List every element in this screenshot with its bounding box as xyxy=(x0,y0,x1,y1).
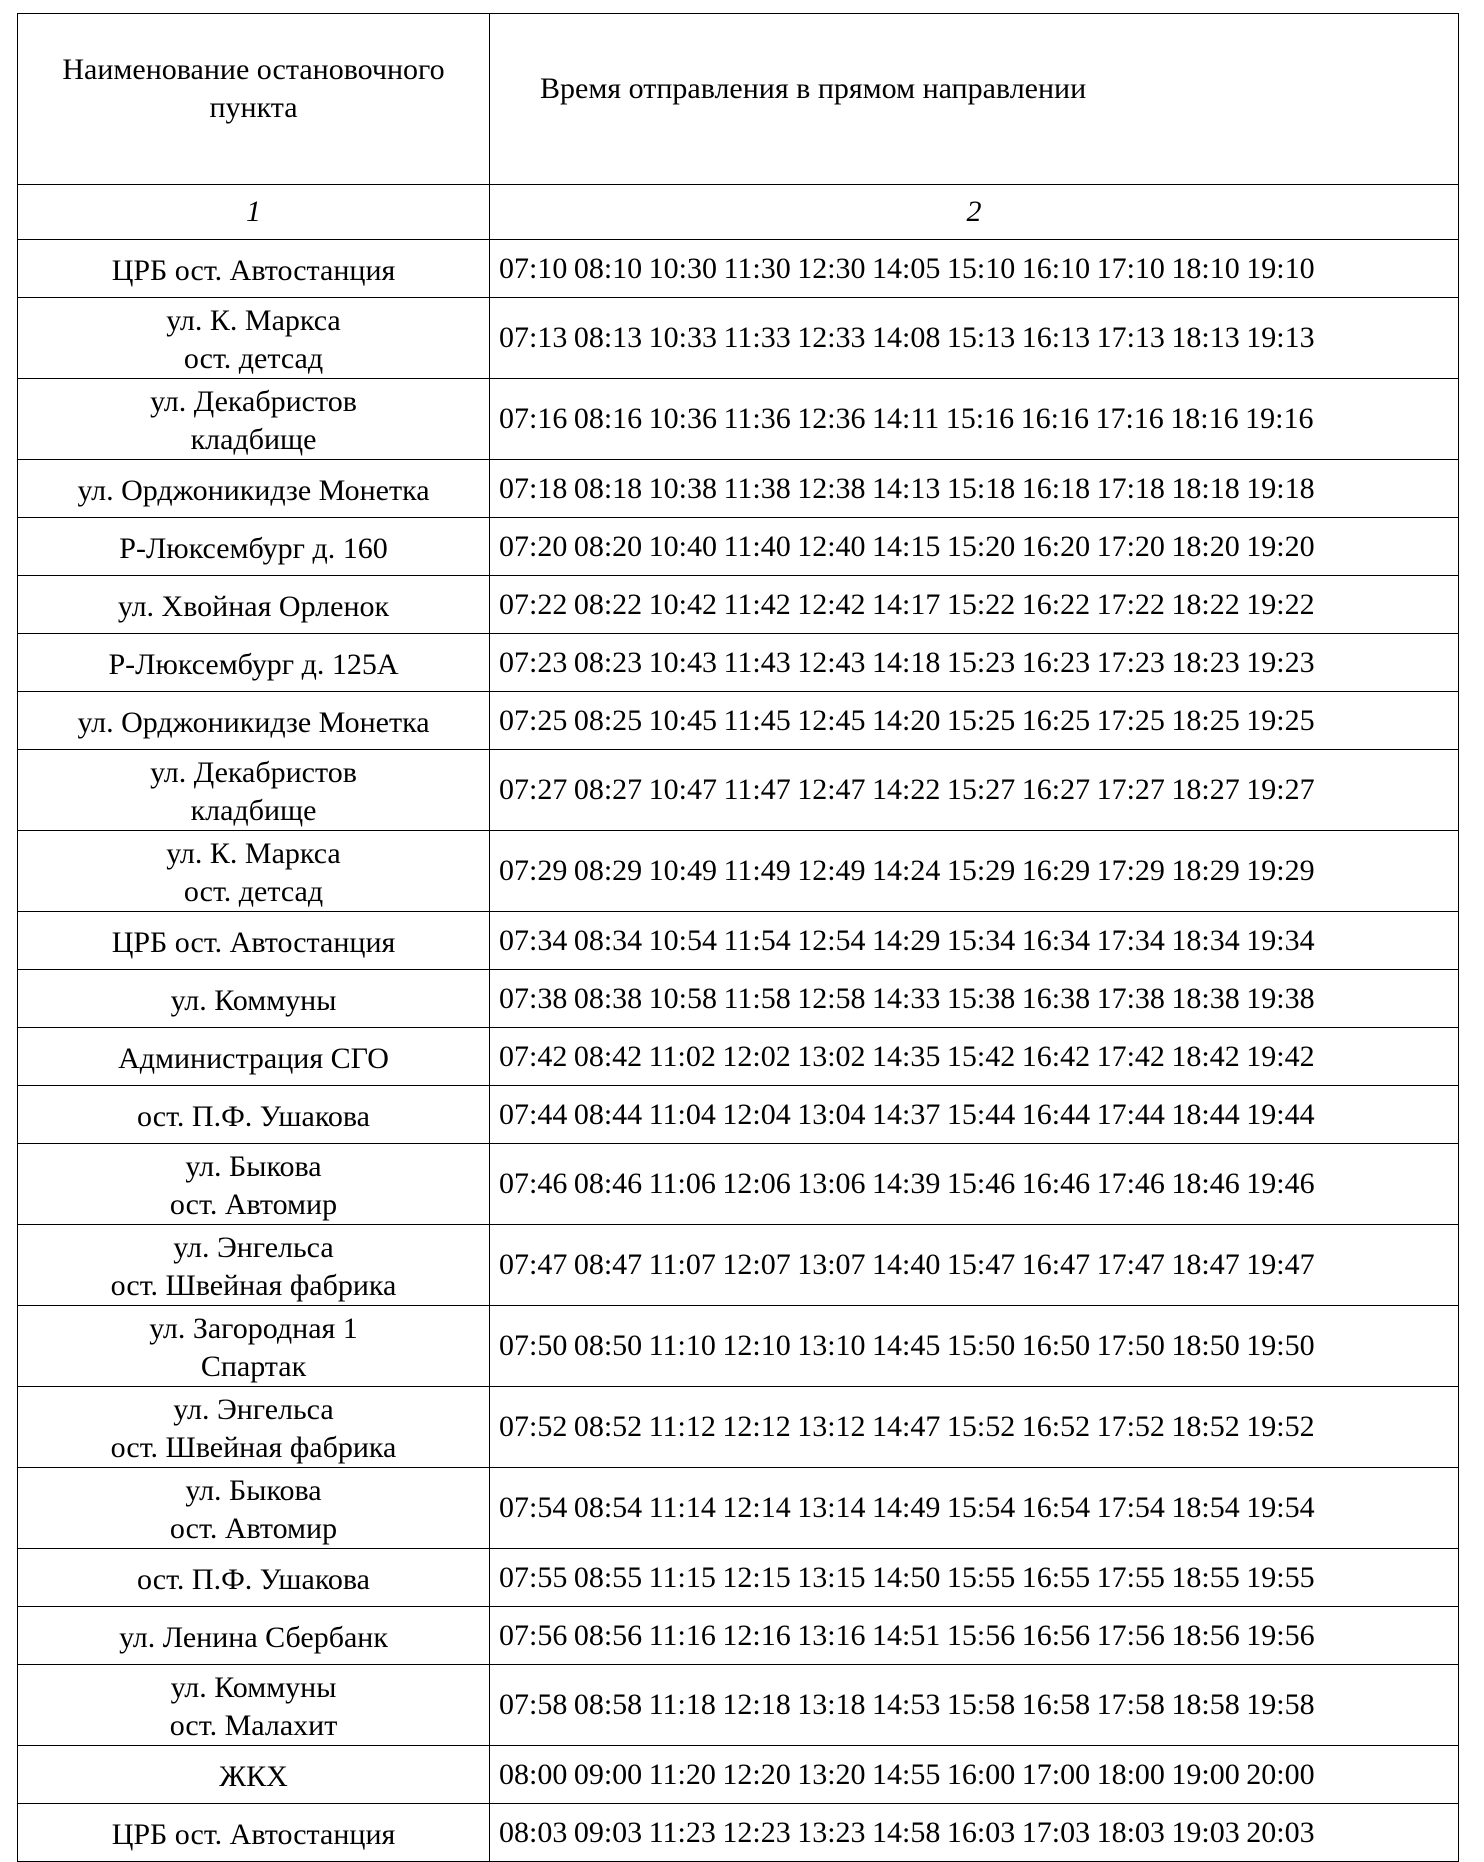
departure-times-cell: 07:38 08:38 10:58 11:58 12:58 14:33 15:38 16:38 17:38 18:38 19:38 xyxy=(490,970,1459,1028)
departure-times-cell: 08:03 09:03 11:23 12:23 13:23 14:58 16:03 17:03 18:03 19:03 20:03 xyxy=(490,1804,1459,1862)
stop-name-line: ул. Быкова xyxy=(185,1474,322,1507)
stop-name-cell xyxy=(18,1144,490,1225)
departure-times-cell: 07:55 08:55 11:15 12:15 13:15 14:50 15:55 16:55 17:55 18:55 19:55 xyxy=(490,1549,1459,1607)
departure-times-cell: 07:46 08:46 11:06 12:06 13:06 14:39 15:46 16:46 17:46 18:46 19:46 xyxy=(490,1144,1459,1225)
stop-name-line: ост. Автомир xyxy=(169,1188,338,1221)
table-row xyxy=(18,970,1459,1028)
stop-name-line: ост. Малахит xyxy=(169,1709,338,1742)
stop-name-line: ул. Орджоникидзе Монетка xyxy=(77,705,430,739)
stop-name-cell xyxy=(18,750,490,831)
departure-times-cell: 07:25 08:25 10:45 11:45 12:45 14:20 15:25 16:25 17:25 18:25 19:25 xyxy=(490,692,1459,750)
stop-name-line: ЦРБ ост. Автостанция xyxy=(111,925,396,959)
stop-name-line: кладбище xyxy=(190,794,317,827)
stop-name-cell xyxy=(18,1665,490,1746)
departure-times-cell: 07:13 08:13 10:33 11:33 12:33 14:08 15:13 16:13 17:13 18:13 19:13 xyxy=(490,298,1459,379)
departure-times-cell: 07:16 08:16 10:36 11:36 12:36 14:11 15:16 16:16 17:16 18:16 19:16 xyxy=(490,379,1459,460)
stop-name-cell xyxy=(18,576,490,634)
table-row xyxy=(18,1607,1459,1665)
departure-times-cell: 07:22 08:22 10:42 11:42 12:42 14:17 15:22 16:22 17:22 18:22 19:22 xyxy=(490,576,1459,634)
stop-name-line: ост. Швейная фабрика xyxy=(110,1269,397,1302)
stop-name-line: ул. Коммуны xyxy=(170,1671,337,1704)
stop-name-line: Р-Люксембург д. 160 xyxy=(119,531,388,565)
bus-timetable xyxy=(17,13,1459,1862)
stop-name-line: ул. К. Маркса xyxy=(166,837,341,870)
table-row xyxy=(18,1665,1459,1746)
departure-times-cell: 08:00 09:00 11:20 12:20 13:20 14:55 16:00 17:00 18:00 19:00 20:00 xyxy=(490,1746,1459,1804)
stop-name-line: ЦРБ ост. Автостанция xyxy=(111,253,396,287)
stop-name-line: Р-Люксембург д. 125А xyxy=(108,647,399,681)
departure-times-cell: 07:42 08:42 11:02 12:02 13:02 14:35 15:42 16:42 17:42 18:42 19:42 xyxy=(490,1028,1459,1086)
stop-name-line: ЖКХ xyxy=(219,1759,288,1793)
table-row xyxy=(18,692,1459,750)
stop-name-cell xyxy=(18,912,490,970)
stop-name-cell xyxy=(18,240,490,298)
stop-name-line: ост. Швейная фабрика xyxy=(110,1431,397,1464)
stop-name-line: ЦРБ ост. Автостанция xyxy=(111,1817,396,1851)
stop-name-line: ул. Загородная 1 xyxy=(149,1312,358,1345)
departure-time-header: Время отправления в прямом направлении xyxy=(490,14,1459,185)
stop-name-cell xyxy=(18,1468,490,1549)
departure-times-cell: 07:56 08:56 11:16 12:16 13:16 14:51 15:56 16:56 17:56 18:56 19:56 xyxy=(490,1607,1459,1665)
departure-times-cell: 07:10 08:10 10:30 11:30 12:30 14:05 15:10 16:10 17:10 18:10 19:10 xyxy=(490,240,1459,298)
table-row xyxy=(18,634,1459,692)
departure-times-cell: 07:52 08:52 11:12 12:12 13:12 14:47 15:52 16:52 17:52 18:52 19:52 xyxy=(490,1387,1459,1468)
table-row xyxy=(18,576,1459,634)
stop-name-cell xyxy=(18,460,490,518)
table-row xyxy=(18,518,1459,576)
table-row xyxy=(18,1225,1459,1306)
table-row xyxy=(18,750,1459,831)
stop-name-line: ост. детсад xyxy=(183,875,324,908)
table-row xyxy=(18,1387,1459,1468)
table-row xyxy=(18,1028,1459,1086)
timetable-body xyxy=(18,14,1459,1862)
table-row xyxy=(18,298,1459,379)
stop-name-line: ул. Быкова xyxy=(185,1150,322,1183)
stop-name-line: ул. Декабристов xyxy=(150,385,357,418)
table-row xyxy=(18,240,1459,298)
stop-name-cell xyxy=(18,1225,490,1306)
column-number-2: 2 xyxy=(490,185,1459,240)
stop-name-line: ул. Орджоникидзе Монетка xyxy=(77,473,430,507)
departure-times-cell: 07:34 08:34 10:54 11:54 12:54 14:29 15:34 16:34 17:34 18:34 19:34 xyxy=(490,912,1459,970)
table-row xyxy=(18,379,1459,460)
table-row xyxy=(18,1549,1459,1607)
departure-times-cell: 07:18 08:18 10:38 11:38 12:38 14:13 15:18 16:18 17:18 18:18 19:18 xyxy=(490,460,1459,518)
departure-times-cell: 07:54 08:54 11:14 12:14 13:14 14:49 15:54 16:54 17:54 18:54 19:54 xyxy=(490,1468,1459,1549)
stop-name-line: ост. П.Ф. Ушакова xyxy=(137,1099,370,1133)
departure-times-cell: 07:27 08:27 10:47 11:47 12:47 14:22 15:27 16:27 17:27 18:27 19:27 xyxy=(490,750,1459,831)
stop-name-cell xyxy=(18,518,490,576)
departure-times-cell: 07:29 08:29 10:49 11:49 12:49 14:24 15:29 16:29 17:29 18:29 19:29 xyxy=(490,831,1459,912)
stop-name-cell xyxy=(18,1804,490,1862)
table-row xyxy=(18,460,1459,518)
table-row xyxy=(18,1144,1459,1225)
stop-name-line: ост. П.Ф. Ушакова xyxy=(137,1562,370,1596)
stop-name-cell xyxy=(18,1306,490,1387)
table-row xyxy=(18,912,1459,970)
departure-times-cell: 07:44 08:44 11:04 12:04 13:04 14:37 15:44 16:44 17:44 18:44 19:44 xyxy=(490,1086,1459,1144)
departure-times-cell: 07:58 08:58 11:18 12:18 13:18 14:53 15:58 16:58 17:58 18:58 19:58 xyxy=(490,1665,1459,1746)
table-row xyxy=(18,1306,1459,1387)
stop-name-line: кладбище xyxy=(190,423,317,456)
stop-name-line: ул. Энгельса xyxy=(173,1231,334,1264)
table-row xyxy=(18,1086,1459,1144)
table-row xyxy=(18,831,1459,912)
stop-name-line: ост. Автомир xyxy=(169,1512,338,1545)
stop-name-cell xyxy=(18,970,490,1028)
stop-name-line: ул. Коммуны xyxy=(170,983,337,1017)
departure-times-cell: 07:50 08:50 11:10 12:10 13:10 14:45 15:50 16:50 17:50 18:50 19:50 xyxy=(490,1306,1459,1387)
departure-times-cell: 07:47 08:47 11:07 12:07 13:07 14:40 15:47 16:47 17:47 18:47 19:47 xyxy=(490,1225,1459,1306)
stop-name-line: ул. Ленина Сбербанк xyxy=(119,1620,388,1654)
header-row xyxy=(18,14,1459,185)
departure-times-cell: 07:23 08:23 10:43 11:43 12:43 14:18 15:23 16:23 17:23 18:23 19:23 xyxy=(490,634,1459,692)
stop-name-cell xyxy=(18,1028,490,1086)
table-row xyxy=(18,1746,1459,1804)
stop-name-line: Администрация СГО xyxy=(118,1041,389,1075)
departure-times-cell: 07:20 08:20 10:40 11:40 12:40 14:15 15:20 16:20 17:20 18:20 19:20 xyxy=(490,518,1459,576)
stop-name-cell xyxy=(18,1607,490,1665)
stop-name-cell xyxy=(18,1746,490,1804)
table-row xyxy=(18,1468,1459,1549)
stop-name-cell xyxy=(18,692,490,750)
stop-name-line: Спартак xyxy=(200,1350,307,1383)
stop-name-line: ост. детсад xyxy=(183,342,324,375)
stop-name-cell xyxy=(18,298,490,379)
table-row xyxy=(18,1804,1459,1862)
column-number-row xyxy=(18,185,1459,240)
stop-name-cell xyxy=(18,1549,490,1607)
stop-name-line: ул. Энгельса xyxy=(173,1393,334,1426)
stop-name-cell xyxy=(18,379,490,460)
stop-name-cell xyxy=(18,1387,490,1468)
stop-name-line: ул. Хвойная Орленок xyxy=(117,589,390,623)
stop-name-cell xyxy=(18,831,490,912)
stop-name-cell xyxy=(18,1086,490,1144)
stop-name-header: Наименование остановочного пункта xyxy=(18,14,490,185)
column-number-1: 1 xyxy=(18,185,490,240)
stop-name-line: ул. К. Маркса xyxy=(166,304,341,337)
stop-name-line: ул. Декабристов xyxy=(150,756,357,789)
stop-name-cell xyxy=(18,634,490,692)
